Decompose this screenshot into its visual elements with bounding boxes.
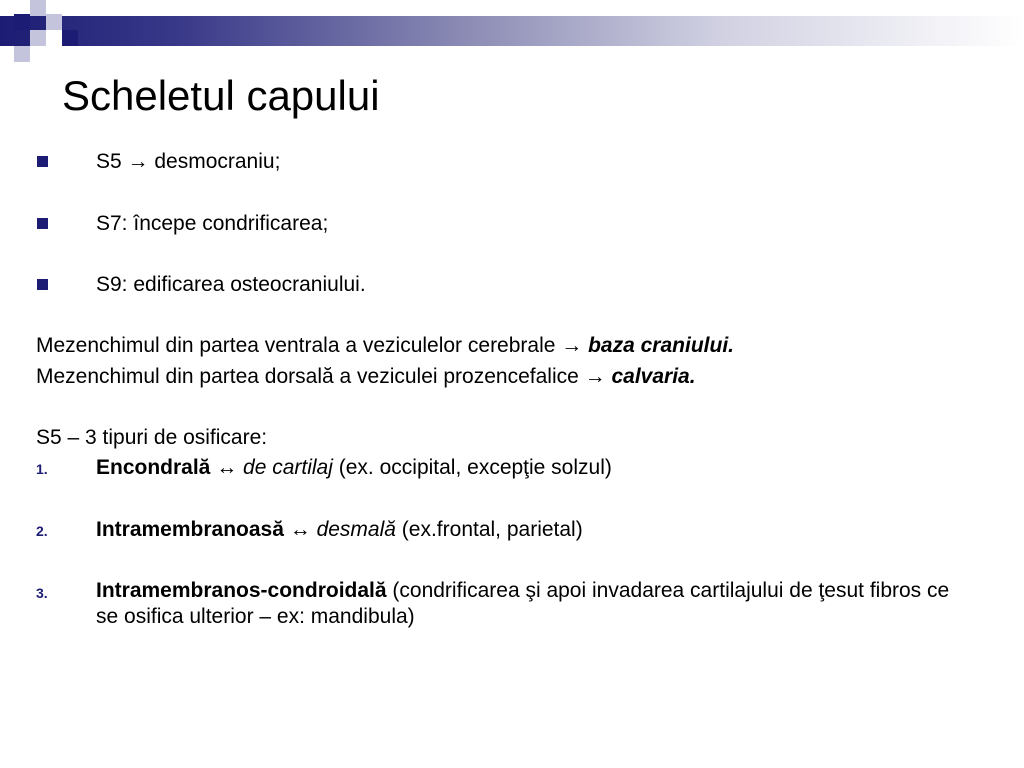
paragraph-baza-craniului (36, 333, 734, 359)
decor-square (14, 46, 30, 62)
list-item-italic: desmală (316, 518, 396, 541)
paragraph-calvaria (36, 364, 696, 390)
list-number: 2. (36, 523, 48, 539)
list-item-bold: Encondrală ↔ (96, 456, 244, 479)
list-number: 1. (36, 461, 48, 477)
decor-square (14, 14, 30, 30)
paragraph-emphasis: calvaria. (611, 365, 696, 388)
osificare-intro: S5 – 3 tipuri de osificare: (36, 426, 268, 449)
decor-square (62, 30, 78, 46)
list-item-bold: Intramembranos-condroidală (96, 579, 387, 602)
paragraph-text: Mezenchimul din partea ventrala a veziculelor cerebrale → (36, 334, 589, 357)
list-item-rest: (ex. occipital, excepţie solzul) (332, 456, 612, 479)
bullet-marker (37, 218, 48, 229)
list-item-italic: de cartilaj (243, 456, 333, 479)
bullet-item: S9: edificarea osteocraniului. (96, 273, 366, 296)
decor-square (30, 30, 46, 46)
slide-title: Scheletul capului (62, 72, 380, 119)
list-item-rest: (condrificarea şi apoi invadarea cartilajului de ţesut fibros ce se osifica ulterior – ex: mandibula) (96, 579, 950, 628)
bullet-marker (37, 279, 48, 290)
paragraph-emphasis: baza craniului. (588, 334, 734, 357)
paragraph-text: Mezenchimul din partea dorsală a veziculei prozencefalice → (36, 365, 612, 388)
decor-square (46, 30, 62, 46)
list-item (96, 455, 976, 481)
list-item (96, 517, 976, 543)
decor-square (62, 0, 78, 16)
list-item (96, 578, 976, 630)
bullet-marker (37, 156, 48, 167)
bullet-item: S7: începe condrificarea; (96, 212, 329, 235)
decor-square (46, 14, 62, 30)
list-number: 3. (36, 585, 48, 601)
bullet-item: S5 → desmocraniu; (96, 150, 281, 173)
header-gradient-band (0, 16, 1024, 46)
list-item-rest: (ex.frontal, parietal) (395, 518, 583, 541)
decor-square (30, 0, 46, 16)
list-item-bold: Intramembranoasă ↔ (96, 518, 317, 541)
